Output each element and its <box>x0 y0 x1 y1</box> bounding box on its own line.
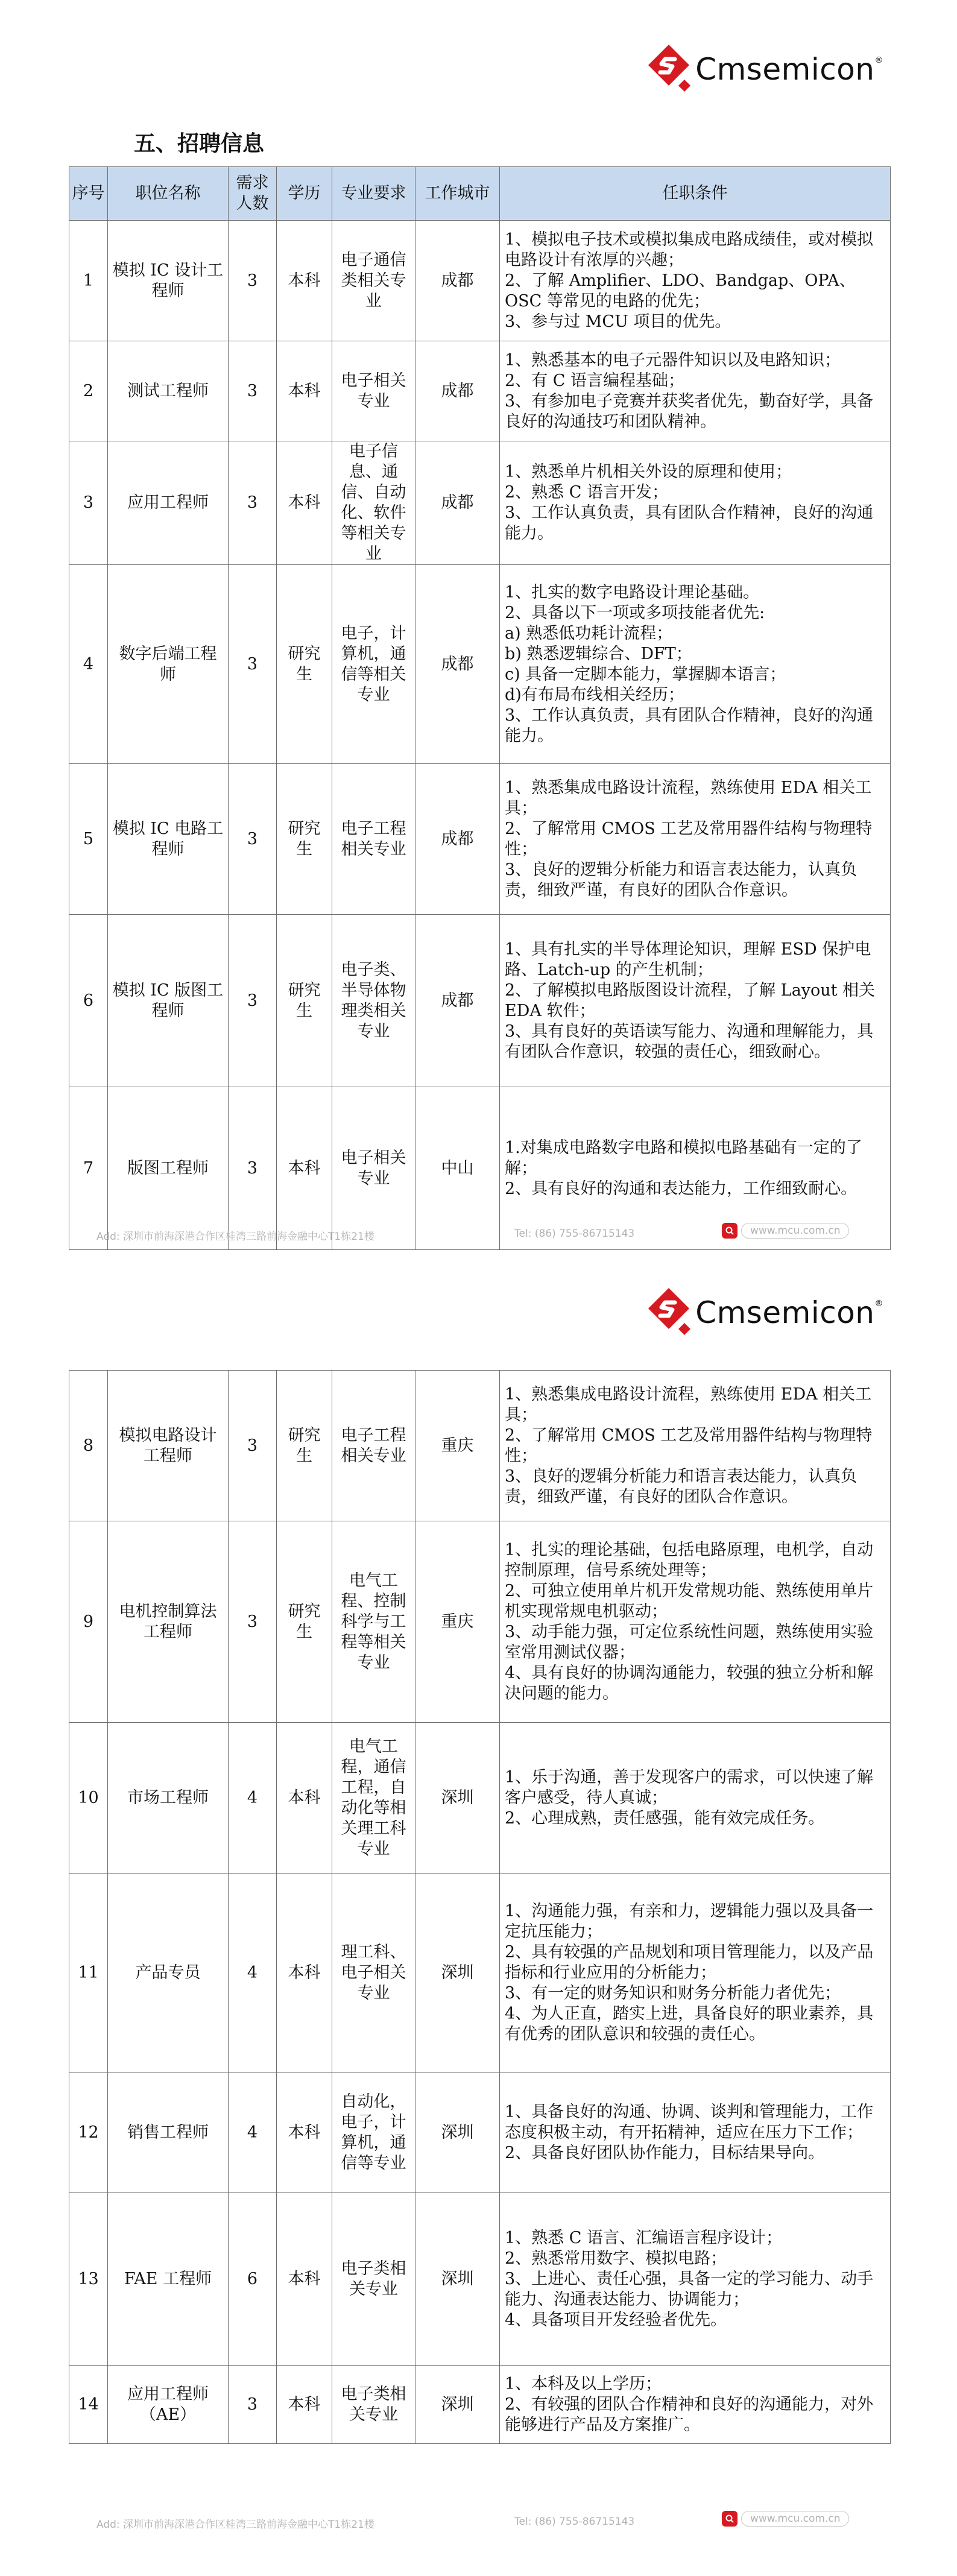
jobs-table <box>69 166 891 1250</box>
job-edu: 研究生 <box>277 915 332 1087</box>
job-edu: 本科 <box>277 1723 332 1874</box>
job-major: 电子类相关专业 <box>332 2366 415 2444</box>
company-logo <box>647 1287 883 1339</box>
requirement-line: c) 具备一定脚本能力，掌握脚本语言； <box>505 665 786 684</box>
job-requirements <box>500 1521 891 1723</box>
job-requirements <box>500 1874 891 2072</box>
table-header-row <box>69 167 891 221</box>
job-major: 电子信息、通信、自动化、软件等相关专业 <box>332 441 415 565</box>
brand-mark-icon <box>647 1287 690 1339</box>
requirement-line: 1、熟悉集成电路设计流程，熟练使用 EDA 相关工具； <box>505 778 872 818</box>
job-city: 深圳 <box>415 1874 500 2072</box>
job-count: 6 <box>229 2193 277 2366</box>
job-count: 3 <box>229 341 277 441</box>
requirement-line: 2、可独立使用单片机开发常规功能、熟练使用单片机实现常规电机驱动； <box>505 1581 874 1621</box>
job-title: 销售工程师 <box>108 2072 229 2193</box>
job-count: 3 <box>229 1521 277 1723</box>
job-requirements <box>500 764 891 915</box>
requirement-line: 2、了解常用 CMOS 工艺及常用器件结构与物理特性； <box>505 1425 873 1465</box>
job-requirements <box>500 2366 891 2444</box>
search-icon <box>722 2511 737 2527</box>
job-major: 电子通信类相关专业 <box>332 221 415 341</box>
requirement-line: 1、本科及以上学历； <box>505 2374 662 2393</box>
job-requirements <box>500 341 891 441</box>
brand-name: Cmsemicon® <box>695 52 883 87</box>
requirement-line: b) 熟悉逻辑综合、DFT； <box>505 644 692 663</box>
job-major: 电子工程相关专业 <box>332 764 415 915</box>
requirement-line: 2、具备良好团队协作能力，目标结果导向。 <box>505 2143 825 2162</box>
footer-address: Add: 深圳市前海深港合作区桂湾三路前海金融中心T1栋21楼 <box>96 1231 374 1243</box>
job-city: 成都 <box>415 565 500 764</box>
header-edu: 学历 <box>277 167 332 221</box>
job-edu: 研究生 <box>277 565 332 764</box>
job-count: 3 <box>229 1371 277 1521</box>
requirement-line: 3、良好的逻辑分析能力和语言表达能力，认真负责，细致严谨，有良好的团队合作意识。 <box>505 860 858 900</box>
job-requirements <box>500 441 891 565</box>
job-count: 4 <box>229 1874 277 2072</box>
job-count: 3 <box>229 221 277 341</box>
company-logo <box>647 43 883 95</box>
job-major: 理工科、电子相关专业 <box>332 1874 415 2072</box>
requirement-line: 1、扎实的理论基础，包括电路原理，电机学，自动控制原理，信号系统处理等； <box>505 1540 874 1580</box>
brand-mark-icon <box>647 43 690 95</box>
requirement-line: 1、沟通能力强，有亲和力，逻辑能力强以及具备一定抗压能力； <box>505 1901 874 1941</box>
job-no: 2 <box>69 341 108 441</box>
requirement-line: 1.对集成电路数字电路和模拟电路基础有一定的了解； <box>505 1138 862 1178</box>
requirement-line: 1、熟悉 C 语言、汇编语言程序设计； <box>505 2228 783 2247</box>
job-city: 成都 <box>415 341 500 441</box>
requirement-line: 3、参与过 MCU 项目的优先。 <box>505 312 731 331</box>
requirement-line: a) 熟悉低功耗计流程； <box>505 623 673 643</box>
table-row <box>69 2072 891 2193</box>
table-row <box>69 341 891 441</box>
job-no: 6 <box>69 915 108 1087</box>
job-no: 5 <box>69 764 108 915</box>
job-edu: 本科 <box>277 1087 332 1250</box>
job-no: 4 <box>69 565 108 764</box>
website-url: www.mcu.com.cn <box>741 2511 849 2527</box>
job-no: 1 <box>69 221 108 341</box>
job-major: 电子相关专业 <box>332 341 415 441</box>
job-major: 电子类相关专业 <box>332 2193 415 2366</box>
job-title: 应用工程师（AE） <box>108 2366 229 2444</box>
job-city: 成都 <box>415 915 500 1087</box>
job-city: 深圳 <box>415 2366 500 2444</box>
job-major: 电气工程，通信工程，自动化等相关理工科专业 <box>332 1723 415 1874</box>
job-no: 13 <box>69 2193 108 2366</box>
job-no: 7 <box>69 1087 108 1250</box>
job-count: 3 <box>229 1087 277 1250</box>
table-row <box>69 2366 891 2444</box>
job-no: 12 <box>69 2072 108 2193</box>
requirement-line: 2、熟悉常用数字、模拟电路； <box>505 2249 727 2268</box>
header-requirements: 任职条件 <box>500 167 891 221</box>
job-no: 9 <box>69 1521 108 1723</box>
requirement-line: 1、乐于沟通，善于发现客户的需求，可以快速了解客户感受，待人真诚； <box>505 1767 874 1807</box>
requirement-line: 3、良好的逻辑分析能力和语言表达能力，认真负责，细致严谨，有良好的团队合作意识。 <box>505 1466 858 1506</box>
requirement-line: 2、有 C 语言编程基础； <box>505 371 685 390</box>
job-city: 深圳 <box>415 2072 500 2193</box>
page-footer <box>96 2511 880 2535</box>
requirement-line: 1、熟悉单片机相关外设的原理和使用； <box>505 462 792 481</box>
brand-name: Cmsemicon® <box>695 1295 883 1330</box>
job-major: 电子类、半导体物理类相关专业 <box>332 915 415 1087</box>
requirement-line: 2、了解常用 CMOS 工艺及常用器件结构与物理特性； <box>505 819 873 859</box>
footer-tel: Tel: (86) 755-86715143 <box>514 1228 635 1240</box>
requirement-line: 4、具备项目开发经验者优先。 <box>505 2310 727 2329</box>
job-requirements <box>500 915 891 1087</box>
job-edu: 本科 <box>277 2366 332 2444</box>
job-count: 4 <box>229 1723 277 1874</box>
job-city: 中山 <box>415 1087 500 1250</box>
header-no: 序号 <box>69 167 108 221</box>
job-edu: 研究生 <box>277 764 332 915</box>
requirement-line: 2、有较强的团队合作精神和良好的沟通能力，对外能够进行产品及方案推广。 <box>505 2394 874 2434</box>
job-edu: 本科 <box>277 2072 332 2193</box>
job-title: 应用工程师 <box>108 441 229 565</box>
page-2 <box>0 1288 957 2576</box>
section-title: 五、招聘信息 <box>134 131 265 156</box>
table-row <box>69 221 891 341</box>
job-major: 电子，计算机，通信等相关专业 <box>332 565 415 764</box>
job-title: FAE 工程师 <box>108 2193 229 2366</box>
job-title: 模拟 IC 电路工程师 <box>108 764 229 915</box>
requirement-line: 3、工作认真负责，具有团队合作精神，良好的沟通能力。 <box>505 706 874 745</box>
job-edu: 本科 <box>277 2193 332 2366</box>
table-row <box>69 915 891 1087</box>
table-row <box>69 764 891 915</box>
job-title: 测试工程师 <box>108 341 229 441</box>
job-edu: 本科 <box>277 441 332 565</box>
job-requirements <box>500 221 891 341</box>
job-no: 10 <box>69 1723 108 1874</box>
footer-tel: Tel: (86) 755-86715143 <box>514 2516 635 2528</box>
job-title: 市场工程师 <box>108 1723 229 1874</box>
job-city: 深圳 <box>415 2193 500 2366</box>
job-major: 电气工程、控制科学与工程等相关专业 <box>332 1521 415 1723</box>
job-count: 3 <box>229 441 277 565</box>
job-requirements <box>500 2072 891 2193</box>
job-major: 自动化，电子，计算机，通信等专业 <box>332 2072 415 2193</box>
table-row <box>69 1874 891 2072</box>
requirement-line: 1、扎实的数字电路设计理论基础。 <box>505 582 760 602</box>
requirement-line: 2、具有良好的沟通和表达能力，工作细致耐心。 <box>505 1179 858 1198</box>
page-footer <box>96 1223 880 1247</box>
job-requirements <box>500 2193 891 2366</box>
job-no: 14 <box>69 2366 108 2444</box>
job-requirements <box>500 1723 891 1874</box>
table-row <box>69 2193 891 2366</box>
table-row <box>69 1723 891 1874</box>
job-edu: 本科 <box>277 1874 332 2072</box>
jobs-table-continued <box>69 1370 891 2444</box>
header-major: 专业要求 <box>332 167 415 221</box>
job-edu: 本科 <box>277 221 332 341</box>
job-title: 电机控制算法工程师 <box>108 1521 229 1723</box>
requirement-line: 1、模拟电子技术或模拟集成电路成绩佳，或对模拟电路设计有浓厚的兴趣； <box>505 230 874 270</box>
job-title: 版图工程师 <box>108 1087 229 1250</box>
requirement-line: 2、具备以下一项或多项技能者优先: <box>505 603 765 622</box>
job-requirements <box>500 1371 891 1521</box>
job-city: 深圳 <box>415 1723 500 1874</box>
job-requirements <box>500 565 891 764</box>
job-count: 3 <box>229 764 277 915</box>
table-row <box>69 565 891 764</box>
job-count: 3 <box>229 565 277 764</box>
requirement-line: 1、具有扎实的半导体理论知识，理解 ESD 保护电路、Latch-up 的产生机制； <box>505 939 871 979</box>
job-city: 成都 <box>415 221 500 341</box>
requirement-line: 1、熟悉集成电路设计流程，熟练使用 EDA 相关工具； <box>505 1384 872 1424</box>
requirement-line: 2、了解模拟电路版图设计流程，了解 Layout 相关 EDA 软件； <box>505 980 876 1020</box>
requirement-line: 3、工作认真负责，具有团队合作精神，良好的沟通能力。 <box>505 504 874 543</box>
job-no: 3 <box>69 441 108 565</box>
job-title: 模拟电路设计工程师 <box>108 1371 229 1521</box>
job-major: 电子工程相关专业 <box>332 1371 415 1521</box>
requirement-line: 1、具备良好的沟通、协调、谈判和管理能力，工作态度积极主动，有开拓精神，适应在压力下工作； <box>505 2102 874 2142</box>
job-title: 产品专员 <box>108 1874 229 2072</box>
job-title: 数字后端工程师 <box>108 565 229 764</box>
job-title: 模拟 IC 版图工程师 <box>108 915 229 1087</box>
job-count: 4 <box>229 2072 277 2193</box>
requirement-line: 2、具有较强的产品规划和项目管理能力，以及产品指标和行业应用的分析能力； <box>505 1942 874 1982</box>
table-row <box>69 1371 891 1521</box>
requirement-line: 3、上进心、责任心强，具备一定的学习能力、动手能力、沟通表达能力、协调能力； <box>505 2269 874 2309</box>
header-title: 职位名称 <box>108 167 229 221</box>
requirement-line: 3、具有良好的英语读写能力、沟通和理解能力，具有团队合作意识，较强的责任心，细致耐心。 <box>505 1021 874 1061</box>
job-count: 3 <box>229 2366 277 2444</box>
website-url: www.mcu.com.cn <box>741 1223 849 1239</box>
footer-address: Add: 深圳市前海深港合作区桂湾三路前海金融中心T1栋21楼 <box>96 2519 374 2531</box>
job-edu: 研究生 <box>277 1371 332 1521</box>
requirement-line: d)有布局布线相关经历； <box>505 685 684 704</box>
job-city: 重庆 <box>415 1371 500 1521</box>
requirement-line: 2、心理成熟，责任感强，能有效完成任务。 <box>505 1808 825 1828</box>
job-city: 成都 <box>415 441 500 565</box>
requirement-line: 1、熟悉基本的电子元器件知识以及电路知识； <box>505 350 841 370</box>
footer-website[interactable] <box>722 1223 849 1239</box>
footer-website[interactable] <box>722 2511 849 2527</box>
requirement-line: 3、有一定的财务知识和财务分析能力者优先； <box>505 1983 841 2003</box>
job-edu: 研究生 <box>277 1521 332 1723</box>
requirement-line: 3、有参加电子竞赛并获奖者优先，勤奋好学，具备良好的沟通技巧和团队精神。 <box>505 391 874 431</box>
header-count: 需求人数 <box>229 167 277 221</box>
job-no: 11 <box>69 1874 108 2072</box>
job-edu: 本科 <box>277 341 332 441</box>
job-title: 模拟 IC 设计工程师 <box>108 221 229 341</box>
job-city: 成都 <box>415 764 500 915</box>
requirement-line: 4、具有良好的协调沟通能力，较强的独立分析和解决问题的能力。 <box>505 1663 874 1703</box>
job-major: 电子相关专业 <box>332 1087 415 1250</box>
table-row <box>69 1521 891 1723</box>
job-city: 重庆 <box>415 1521 500 1723</box>
requirement-line: 2、熟悉 C 语言开发； <box>505 483 669 502</box>
requirement-line: 2、了解 Amplifier、LDO、Bandgap、OPA、OSC 等常见的电路的优先； <box>505 271 856 311</box>
table-row <box>69 441 891 565</box>
requirement-line: 4、为人正直，踏实上进，具备良好的职业素养，具有优秀的团队意识和较强的责任心。 <box>505 2004 874 2044</box>
job-count: 3 <box>229 915 277 1087</box>
requirement-line: 3、动手能力强，可定位系统性问题，熟练使用实验室常用测试仪器； <box>505 1622 874 1662</box>
header-city: 工作城市 <box>415 167 500 221</box>
search-icon <box>722 1223 737 1239</box>
job-no: 8 <box>69 1371 108 1521</box>
